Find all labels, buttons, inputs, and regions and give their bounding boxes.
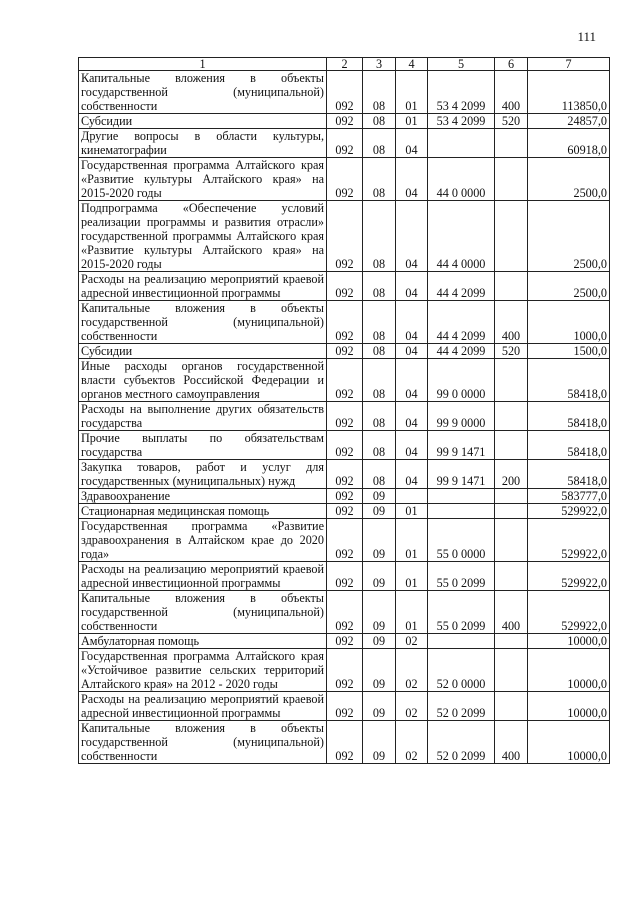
- expense-type-cell: 400: [495, 71, 528, 114]
- subsection-code-cell: 04: [396, 129, 428, 158]
- table-row: [79, 158, 610, 201]
- section-code-cell: 08: [363, 344, 396, 359]
- target-code-cell: 55 0 0000: [428, 519, 495, 562]
- target-code-cell: 44 4 2099: [428, 272, 495, 301]
- expense-type-cell: [495, 201, 528, 272]
- expense-type-cell: [495, 359, 528, 402]
- subsection-code-cell: 04: [396, 344, 428, 359]
- table-row: [79, 504, 610, 519]
- section-code-cell: 09: [363, 649, 396, 692]
- section-code-cell: 08: [363, 460, 396, 489]
- target-code-cell: 53 4 2099: [428, 71, 495, 114]
- ved-code-cell: 092: [327, 114, 363, 129]
- ved-code-cell: 092: [327, 344, 363, 359]
- ved-code-cell: 092: [327, 562, 363, 591]
- amount-cell: 2500,0: [528, 158, 610, 201]
- subsection-code-cell: 01: [396, 504, 428, 519]
- row-name-cell: Подпрограмма «Обеспечение условий реализации программы и развития отрасли» государственной программы Алтайского края «Развитие культуры Алтайского края» на 2015-2020 годы: [79, 201, 327, 272]
- subsection-code-cell: 04: [396, 359, 428, 402]
- header-cell: 4: [396, 58, 428, 71]
- target-code-cell: 99 9 0000: [428, 402, 495, 431]
- ved-code-cell: 092: [327, 359, 363, 402]
- header-cell: 1: [79, 58, 327, 71]
- amount-cell: 10000,0: [528, 721, 610, 764]
- target-code-cell: 99 9 1471: [428, 431, 495, 460]
- subsection-code-cell: 04: [396, 402, 428, 431]
- subsection-code-cell: 04: [396, 272, 428, 301]
- ved-code-cell: 092: [327, 649, 363, 692]
- section-code-cell: 08: [363, 158, 396, 201]
- table-row: [79, 129, 610, 158]
- section-code-cell: 08: [363, 301, 396, 344]
- row-name-cell: Капитальные вложения в объекты государственной (муниципальной) собственности: [79, 591, 327, 634]
- subsection-code-cell: 01: [396, 114, 428, 129]
- row-name-cell: Расходы на реализацию мероприятий краевой адресной инвестиционной программы: [79, 272, 327, 301]
- ved-code-cell: 092: [327, 591, 363, 634]
- section-code-cell: 08: [363, 402, 396, 431]
- table-row: [79, 431, 610, 460]
- table-row: [79, 692, 610, 721]
- row-name-cell: Иные расходы органов государственной власти субъектов Российской Федерации и органов местного самоуправления: [79, 359, 327, 402]
- section-code-cell: 08: [363, 114, 396, 129]
- expense-type-cell: [495, 129, 528, 158]
- ved-code-cell: 092: [327, 721, 363, 764]
- amount-cell: 529922,0: [528, 504, 610, 519]
- target-code-cell: 52 0 0000: [428, 649, 495, 692]
- expense-type-cell: 400: [495, 591, 528, 634]
- amount-cell: 529922,0: [528, 591, 610, 634]
- table-row: [79, 634, 610, 649]
- target-code-cell: 44 4 2099: [428, 301, 495, 344]
- amount-cell: 1500,0: [528, 344, 610, 359]
- subsection-code-cell: 02: [396, 692, 428, 721]
- target-code-cell: [428, 489, 495, 504]
- ved-code-cell: 092: [327, 402, 363, 431]
- ved-code-cell: 092: [327, 489, 363, 504]
- expense-type-cell: 200: [495, 460, 528, 489]
- expense-type-cell: [495, 519, 528, 562]
- header-cell: 7: [528, 58, 610, 71]
- section-code-cell: 09: [363, 519, 396, 562]
- amount-cell: 60918,0: [528, 129, 610, 158]
- target-code-cell: 52 0 2099: [428, 721, 495, 764]
- subsection-code-cell: [396, 489, 428, 504]
- ved-code-cell: 092: [327, 504, 363, 519]
- row-name-cell: Расходы на реализацию мероприятий краевой адресной инвестиционной программы: [79, 692, 327, 721]
- expense-type-cell: [495, 634, 528, 649]
- section-code-cell: 09: [363, 489, 396, 504]
- expense-type-cell: [495, 692, 528, 721]
- row-name-cell: Другие вопросы в области культуры, кинематографии: [79, 129, 327, 158]
- expense-type-cell: [495, 649, 528, 692]
- ved-code-cell: 092: [327, 431, 363, 460]
- table-row: [79, 562, 610, 591]
- expense-type-cell: 400: [495, 721, 528, 764]
- subsection-code-cell: 01: [396, 591, 428, 634]
- subsection-code-cell: 01: [396, 71, 428, 114]
- section-code-cell: 09: [363, 634, 396, 649]
- subsection-code-cell: 02: [396, 649, 428, 692]
- section-code-cell: 08: [363, 272, 396, 301]
- section-code-cell: 09: [363, 692, 396, 721]
- amount-cell: 2500,0: [528, 272, 610, 301]
- target-code-cell: 44 4 2099: [428, 344, 495, 359]
- table-row: [79, 591, 610, 634]
- row-name-cell: Государственная программа Алтайского края «Развитие культуры Алтайского края» на 2015-2020 годы: [79, 158, 327, 201]
- section-code-cell: 09: [363, 504, 396, 519]
- row-name-cell: Стационарная медицинская помощь: [79, 504, 327, 519]
- table-row: [79, 344, 610, 359]
- section-code-cell: 09: [363, 562, 396, 591]
- table-row: [79, 460, 610, 489]
- table-row: [79, 359, 610, 402]
- ved-code-cell: 092: [327, 692, 363, 721]
- table-row: [79, 114, 610, 129]
- subsection-code-cell: 01: [396, 519, 428, 562]
- target-code-cell: 55 0 2099: [428, 591, 495, 634]
- table-header-row: [79, 58, 610, 71]
- row-name-cell: Субсидии: [79, 344, 327, 359]
- expense-type-cell: [495, 489, 528, 504]
- section-code-cell: 08: [363, 201, 396, 272]
- expense-type-cell: [495, 158, 528, 201]
- row-name-cell: Здравоохранение: [79, 489, 327, 504]
- target-code-cell: 44 4 0000: [428, 201, 495, 272]
- target-code-cell: 44 0 0000: [428, 158, 495, 201]
- table-row: [79, 201, 610, 272]
- subsection-code-cell: 04: [396, 158, 428, 201]
- subsection-code-cell: 02: [396, 721, 428, 764]
- expense-type-cell: 520: [495, 344, 528, 359]
- table-row: [79, 301, 610, 344]
- budget-table: [78, 57, 610, 764]
- header-cell: 2: [327, 58, 363, 71]
- table-row: [79, 489, 610, 504]
- expense-type-cell: [495, 402, 528, 431]
- row-name-cell: Государственная программа «Развитие здравоохранения в Алтайском крае до 2020 года»: [79, 519, 327, 562]
- row-name-cell: Расходы на выполнение других обязательств государства: [79, 402, 327, 431]
- ved-code-cell: 092: [327, 634, 363, 649]
- amount-cell: 2500,0: [528, 201, 610, 272]
- expense-type-cell: [495, 562, 528, 591]
- ved-code-cell: 092: [327, 301, 363, 344]
- subsection-code-cell: 04: [396, 431, 428, 460]
- expense-type-cell: 400: [495, 301, 528, 344]
- amount-cell: 58418,0: [528, 359, 610, 402]
- row-name-cell: Капитальные вложения в объекты государственной (муниципальной) собственности: [79, 721, 327, 764]
- ved-code-cell: 092: [327, 129, 363, 158]
- ved-code-cell: 092: [327, 460, 363, 489]
- page-number: 111: [577, 29, 596, 44]
- section-code-cell: 09: [363, 591, 396, 634]
- row-name-cell: Закупка товаров, работ и услуг для государственных (муниципальных) нужд: [79, 460, 327, 489]
- amount-cell: 10000,0: [528, 634, 610, 649]
- expense-type-cell: 520: [495, 114, 528, 129]
- row-name-cell: Субсидии: [79, 114, 327, 129]
- amount-cell: 58418,0: [528, 460, 610, 489]
- expense-type-cell: [495, 431, 528, 460]
- table-row: [79, 272, 610, 301]
- target-code-cell: 55 0 2099: [428, 562, 495, 591]
- row-name-cell: Амбулаторная помощь: [79, 634, 327, 649]
- table-row: [79, 402, 610, 431]
- row-name-cell: Расходы на реализацию мероприятий краевой адресной инвестиционной программы: [79, 562, 327, 591]
- amount-cell: 10000,0: [528, 649, 610, 692]
- table-row: [79, 721, 610, 764]
- amount-cell: 529922,0: [528, 519, 610, 562]
- row-name-cell: Прочие выплаты по обязательствам государства: [79, 431, 327, 460]
- amount-cell: 58418,0: [528, 402, 610, 431]
- ved-code-cell: 092: [327, 272, 363, 301]
- subsection-code-cell: 02: [396, 634, 428, 649]
- target-code-cell: [428, 129, 495, 158]
- header-cell: 3: [363, 58, 396, 71]
- amount-cell: 113850,0: [528, 71, 610, 114]
- target-code-cell: 53 4 2099: [428, 114, 495, 129]
- amount-cell: 58418,0: [528, 431, 610, 460]
- table-row: [79, 71, 610, 114]
- section-code-cell: 08: [363, 71, 396, 114]
- table-row: [79, 649, 610, 692]
- target-code-cell: [428, 634, 495, 649]
- section-code-cell: 08: [363, 431, 396, 460]
- subsection-code-cell: 04: [396, 301, 428, 344]
- ved-code-cell: 092: [327, 519, 363, 562]
- subsection-code-cell: 04: [396, 460, 428, 489]
- header-cell: 6: [495, 58, 528, 71]
- amount-cell: 10000,0: [528, 692, 610, 721]
- table-body: [79, 71, 610, 764]
- ved-code-cell: 092: [327, 201, 363, 272]
- target-code-cell: [428, 504, 495, 519]
- expense-type-cell: [495, 504, 528, 519]
- ved-code-cell: 092: [327, 158, 363, 201]
- section-code-cell: 08: [363, 129, 396, 158]
- ved-code-cell: 092: [327, 71, 363, 114]
- header-cell: 5: [428, 58, 495, 71]
- section-code-cell: 09: [363, 721, 396, 764]
- row-name-cell: Капитальные вложения в объекты государственной (муниципальной) собственности: [79, 71, 327, 114]
- subsection-code-cell: 04: [396, 201, 428, 272]
- amount-cell: 529922,0: [528, 562, 610, 591]
- row-name-cell: Государственная программа Алтайского края «Устойчивое развитие сельских территорий Алтайского края» на 2012 - 2020 годы: [79, 649, 327, 692]
- table-row: [79, 519, 610, 562]
- section-code-cell: 08: [363, 359, 396, 402]
- expense-type-cell: [495, 272, 528, 301]
- amount-cell: 24857,0: [528, 114, 610, 129]
- target-code-cell: 52 0 2099: [428, 692, 495, 721]
- row-name-cell: Капитальные вложения в объекты государственной (муниципальной) собственности: [79, 301, 327, 344]
- target-code-cell: 99 0 0000: [428, 359, 495, 402]
- subsection-code-cell: 01: [396, 562, 428, 591]
- amount-cell: 583777,0: [528, 489, 610, 504]
- target-code-cell: 99 9 1471: [428, 460, 495, 489]
- amount-cell: 1000,0: [528, 301, 610, 344]
